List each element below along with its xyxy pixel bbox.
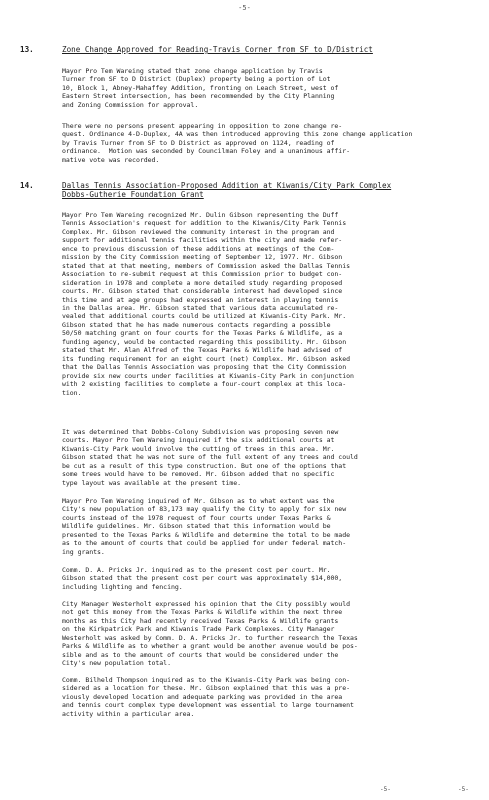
item-14-paragraph-5: City Manager Westerholt expressed his opinion that the City possibly would not get this money from the Texas Parks & Wildlife within the next three months as this City had recently received Texas Parks & Wildlife grants on the Kirkpatrick Park and Kiwanis Trade Park Complexes. City Manager Westerholt was asked by Comm. D. A. Pricks Jr. to further research the Texas Parks & Wildlife as to whether a grant would be another avenue would be pos- sible and as to the amount of courts that would be considered under the City's new population total. [62,600,358,668]
item-14-paragraph-4: Comm. D. A. Pricks Jr. inquired as to the present cost per court. Mr. Gibson stated that the present cost per court was approximately $14,000, including lighting and fencing. [62,566,343,591]
item-13-paragraph-2: There were no persons present appearing in opposition to zone change re- quest. Ordinance 4-D-Duplex, 4A was then introduced approving this zone change application by Travis Turner from SF to D District as approved on 1124, reading of ordinance. Motion was seconded by Councilman Foley and a unanimous affir- mative vote was recorded. [62,122,413,164]
page-number: -5- [238,4,251,12]
item-14-paragraph-1: Mayor Pro Tem Wareing recognized Mr. Dulin Gibson representing the Duff Tennis Association's request for addition to the Kiwanis/City Park Tennis Complex. Mr. Gibson reviewed the community interest in the program and support for additional tennis facilities within the city and made refer- ence to previous discussion of these additions at meetings of the Com- mission by the City Commission meeting of September 12, 1977. Mr. Gibson stated that at that meeting, members of Commission asked the Dallas Tennis Association to re-submit request at this Commission prior to budget con- sideration in 1978 and complete a more detailed study regarding proposed courts. Mr. Gibson stated that considerable interest had developed since this time and at age groups had expressed an interest in playing tennis in the Dallas area. Mr. Gibson stated that various data accumulated re- vealed that additional courts could be utilized at Kiwanis-City Park. Mr. Gibson stated that he has made numerous contacts regarding a possible 50/50 matching grant on four courts for the Texas Parks & Wildlife, as a funding agency, would be contacted regarding this possibility. Mr. Gibson stated that Mr. Alan Alfred of the Texas Parks & Wildlife had advised of its funding requirement for an eight court (net) Complex. Mr. Gibson asked that the Dallas Tennis Association was proposing that the City Commission provide six new courts under facilities at Kiwanis-City Park in conjunction with 2 existing facilities to complete a four-court complex at this loca- tion. [62,211,354,397]
item-13-heading: Zone Change Approved for Reading-Travis Corner from SF to D/District [62,45,373,54]
item-14-number: 14. [20,181,34,190]
item-13-number: 13. [20,45,34,54]
item-14-paragraph-3: Mayor Pro Tem Wareing inquired of Mr. Gibson as to what extent was the City's new population of 83,173 may qualify the City to apply for six new courts instead of the 1978 request of four courts under Texas Parks & Wildlife guidelines. Mr. Gibson stated that this information would be presented to the Texas Parks & Wildlife and determine the total to be made as to the amount of courts that could be applied for under federal match- ing grants. [62,497,350,556]
item-14-heading: Dallas Tennis Association-Proposed Addition at Kiwanis/City Park Complex [62,181,392,190]
item-13-paragraph-1: Mayor Pro Tem Wareing stated that zone change application by Travis Turner from SF to D District (Duplex) property being a portion of Lot 10, Block 1, Abney-Mahaffey Addition, fronting on Leach Street, west of Eastern Street intersection, has been recommended by the City Planning and Zoning Commission for approval. [62,67,339,109]
footer-mark-left: -5- [380,786,391,793]
footer-mark-right: -5- [458,786,469,793]
item-14-paragraph-2: It was determined that Dobbs-Colony Subdivision was proposing seven new courts. Mayor Pro Tem Wareing inquired if the six additional courts at Kiwanis-City Park would involve the cutting of trees in this area. Mr. Gibson stated that he was not sure of the full extent of any trees and could be cut as a result of this type construction. But one of the options that some trees would have to be removed. Mr. Gibson added that no specific type layout was available at the present time. [62,428,358,487]
item-14-paragraph-6: Comm. Bilheld Thompson inquired as to the Kiwanis-City Park was being con- sidered as a location for these. Mr. Gibson explained that this was a pre- viously developed location and adequate parking was provided in the area and tennis court complex type development was essential to large tournament activity within a particular area. [62,676,354,718]
item-14-subheading: Dobbs-Gutherie Foundation Grant [62,190,204,199]
